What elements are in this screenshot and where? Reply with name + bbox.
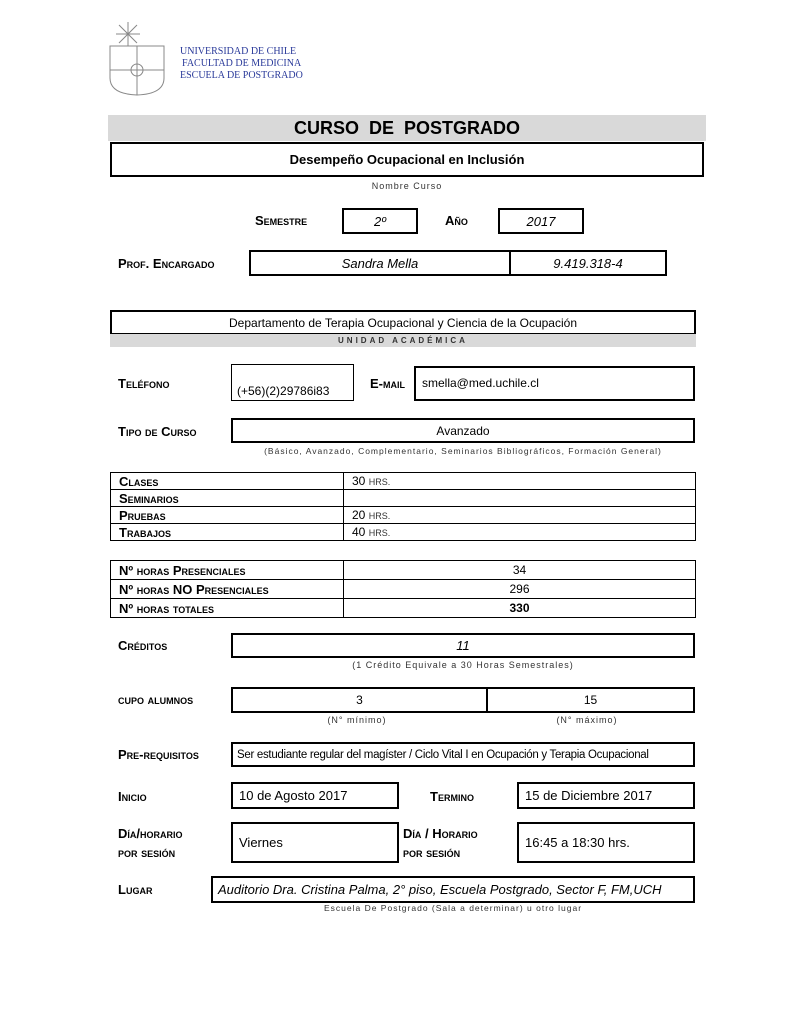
place-label: Lugar [118,882,153,897]
cupo-min-caption: (N° mínimo) [327,715,387,725]
phone-field: (+56)(2)29786i83 [231,364,354,401]
university-name: UNIVERSIDAD DE CHILE [180,46,297,57]
row-label: Nº horas NO Presenciales [111,580,344,599]
totals-table [110,560,696,618]
row-value: 330 [344,599,696,618]
course-type-caption: (Básico, Avanzado, Complementario, Seminarios Bibliográficos, Formación General) [264,446,662,456]
hours-table [110,472,696,541]
row-label: Seminarios [111,490,344,507]
semester-field: 2º [342,208,418,234]
course-name-field: Desempeño Ocupacional en Inclusión [110,142,704,177]
credits-field: 11 [231,633,695,658]
year-label: Año [445,213,468,228]
start-label: Inicio [118,789,147,804]
day-label: Día/horario [118,826,183,841]
row-unit: HRS. [368,477,391,487]
row-value: 296 [344,580,696,599]
time-label-2: por sesión [403,845,461,860]
school-name: ESCUELA DE POSTGRADO [180,70,303,81]
credits-caption: (1 Crédito Equivale a 30 Horas Semestrales) [352,660,574,670]
table-row [111,599,696,618]
table-row [111,524,696,541]
page-title: CURSO DE POSTGRADO [108,115,706,141]
semester-label: Semestre [255,213,308,228]
academic-unit-field: Departamento de Terapia Ocupacional y Ciencia de la Ocupación [110,310,696,335]
course-name-caption: Nombre Curso [371,181,443,191]
end-label: Termino [430,789,474,804]
email-label: E-mail [370,376,405,391]
table-row [111,473,696,490]
faculty-name: FACULTAD DE MEDICINA [182,58,302,69]
row-unit: HRS. [368,511,391,521]
row-value: 40 [352,525,366,539]
row-label: Clases [111,473,344,490]
prereq-field: Ser estudiante regular del magíster / Ciclo Vital I en Ocupación y Terapia Ocupacional [231,742,695,767]
row-label: Nº horas totales [111,599,344,618]
table-row [111,507,696,524]
row-value: 20 [352,508,366,522]
time-label: Día / Horario [403,826,478,841]
email-field: smella@med.uchile.cl [414,366,695,401]
university-seal-logo [108,18,166,96]
row-label: Pruebas [111,507,344,524]
place-caption: Escuela De Postgrado (Sala a determinar) u otro lugar [323,903,583,913]
cupo-min-field: 3 [231,687,488,713]
course-type-label: Tipo de Curso [118,424,197,439]
cupo-label: cupo alumnos [118,692,194,707]
cupo-max-caption: (N° máximo) [556,715,618,725]
time-field: 16:45 a 18:30 hrs. [517,822,695,863]
prereq-label: Pre-requisitos [118,747,199,762]
professor-rut-field: 9.419.318-4 [509,250,667,276]
phone-label: Teléfono [118,376,170,391]
row-label: Trabajos [111,524,344,541]
row-unit: HRS. [368,528,391,538]
day-label-2: por sesión [118,845,176,860]
row-value: 30 [352,474,366,488]
row-label: Nº horas Presenciales [111,561,344,580]
end-date-field: 15 de Diciembre 2017 [517,782,695,809]
course-type-field: Avanzado [231,418,695,443]
table-row [111,490,696,507]
academic-unit-caption: UNIDAD ACADÉMICA [110,334,696,347]
professor-label: Prof. Encargado [118,256,215,271]
row-value: 34 [344,561,696,580]
table-row [111,561,696,580]
place-field: Auditorio Dra. Cristina Palma, 2° piso, Escuela Postgrado, Sector F, FM,UCH [211,876,695,903]
year-field: 2017 [498,208,584,234]
cupo-max-field: 15 [486,687,695,713]
day-field: Viernes [231,822,399,863]
table-row [111,580,696,599]
credits-label: Créditos [118,638,168,653]
professor-name-field: Sandra Mella [249,250,511,276]
start-date-field: 10 de Agosto 2017 [231,782,399,809]
